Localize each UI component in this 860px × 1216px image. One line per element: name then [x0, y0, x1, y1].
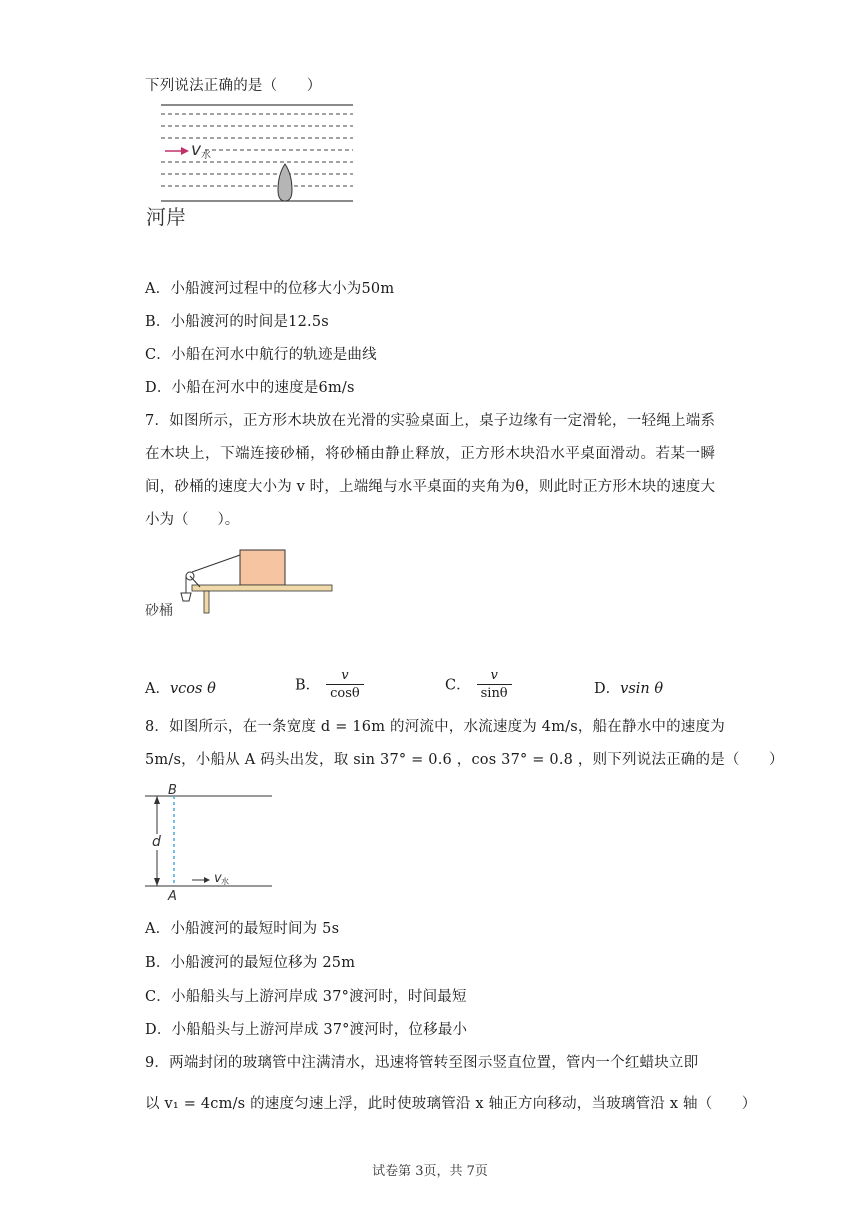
- q8-option-c: C．小船船头与上游河岸成 37°渡河时，时间最短: [145, 989, 467, 1005]
- river-crossing-figure: [140, 780, 280, 902]
- table-top: [192, 585, 332, 591]
- q8-option-a: A．小船渡河的最短时间为 5s: [145, 921, 340, 937]
- q9-stem-line2: 以 v₁ = 4cm/s 的速度匀速上浮，此时使玻璃管沿 x 轴正方向移动，当玻璃管沿 x 轴（ ）: [145, 1096, 757, 1112]
- q6-option-d: D．小船在河水中的速度是6m/s: [145, 380, 355, 396]
- a-label: A: [168, 889, 177, 902]
- q7-option-c: C． $\frac{v}{\sin\theta}$: [445, 668, 512, 703]
- page-footer: 试卷第 3页，共 7页: [372, 1164, 488, 1179]
- v-sub: 水: [201, 150, 211, 161]
- q6-option-a: A．小船渡河过程中的位移大小为50m: [145, 281, 395, 297]
- flow-arrow-head: [181, 147, 189, 155]
- boat-shape: [278, 164, 292, 201]
- q8-option-d: D．小船船头与上游河岸成 37°渡河时，位移最小: [145, 1022, 468, 1038]
- q7-option-d: D．vsin θ: [594, 681, 664, 697]
- v-label: v: [191, 140, 202, 160]
- bank-label: 河岸: [146, 205, 186, 229]
- pulley-block-figure: [140, 545, 340, 625]
- width-arrow-top: [154, 796, 160, 804]
- rope-upper: [192, 555, 240, 572]
- q7-option-b: B． $\frac{v}{\cos\theta}$: [295, 668, 364, 703]
- q8-stem-line1: 8．如图所示，在一条宽度 d = 16m 的河流中，水流速度为 4m/s，船在静水中的速度为: [145, 719, 725, 735]
- q7-option-a: A．vcos θ: [145, 681, 216, 697]
- width-arrow-bottom: [154, 878, 160, 886]
- river-crossing-diagram: [140, 780, 280, 902]
- v-label: v: [214, 871, 222, 886]
- q7-stem: 7．如图所示，正方形木块放在光滑的实验桌面上，桌子边缘有一定滑轮，一轻绳上端系在木块上，下端连接砂桶，将砂桶由静止释放，正方形木块沿水平桌面滑动。若某一瞬间，砂桶的速度大小为 v 时，上端绳与水平桌面的夹角为θ，则此时正方形木块的速度大小为（ ）。: [145, 413, 715, 528]
- q9-stem-line1: 9．两端封闭的玻璃管中注满清水，迅速将管转至图示竖直位置，管内一个红蜡块立即: [145, 1055, 699, 1071]
- q6-option-c: C．小船在河水中航行的轨迹是曲线: [145, 347, 377, 363]
- river-boat-diagram: [145, 98, 360, 233]
- q8-stem-line2: 5m/s，小船从 A 码头出发，取 sin 37° = 0.6 ，cos 37° = 0.8 ，则下列说法正确的是（ ）: [145, 752, 784, 768]
- river-boat-figure: [145, 98, 360, 233]
- v-sub: 水: [221, 877, 229, 886]
- d-label: d: [152, 834, 161, 850]
- bucket-label: 砂桶: [145, 603, 173, 619]
- b-label: B: [168, 783, 177, 798]
- wooden-block: [240, 550, 285, 585]
- q8-option-b: B．小船渡河的最短位移为 25m: [145, 955, 356, 971]
- table-leg: [204, 591, 209, 613]
- q6-stem-tail: 下列说法正确的是（ ）: [145, 78, 322, 94]
- pulley-block-diagram: [140, 545, 340, 625]
- sand-bucket: [181, 593, 191, 601]
- q6-option-b: B．小船渡河的时间是12.5s: [145, 314, 329, 330]
- flow-arrow-head: [204, 877, 210, 883]
